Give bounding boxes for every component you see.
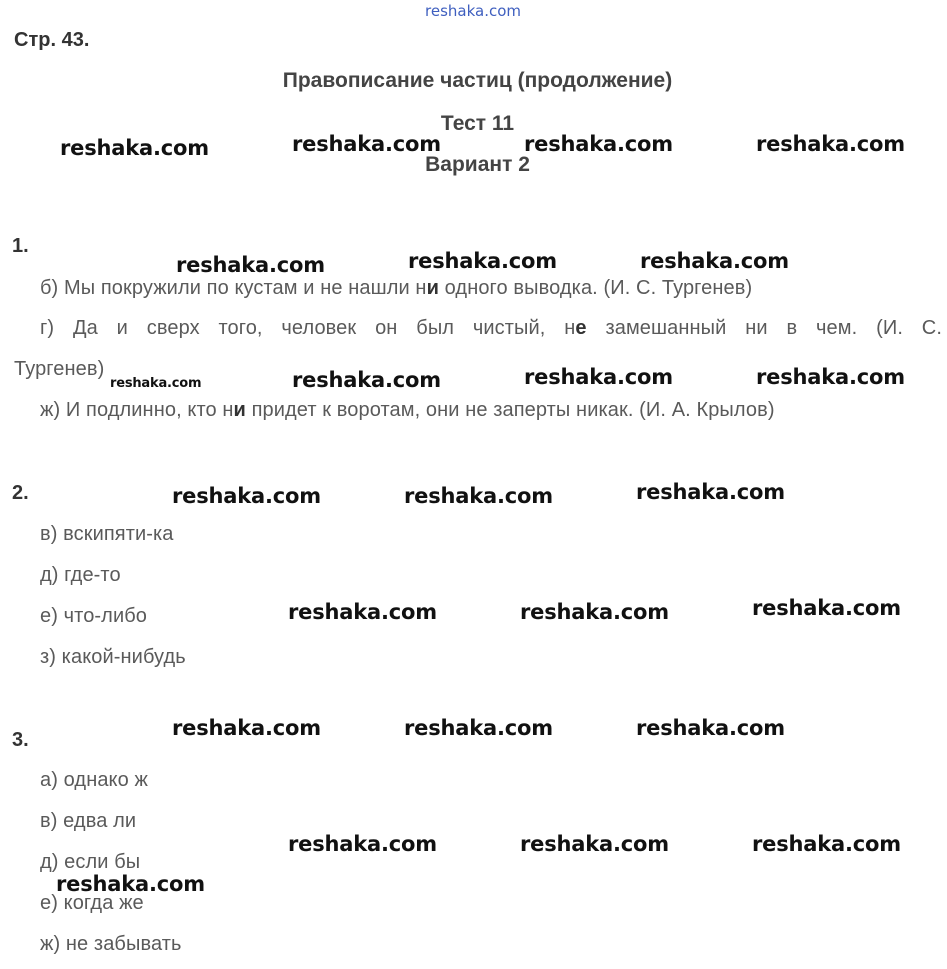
task-1-answer-b	[40, 277, 752, 300]
highlighted-letter: е	[575, 317, 587, 339]
test-title: Тест 11	[440, 112, 515, 135]
watermark: reshaka.com	[408, 249, 557, 273]
task-3-item: а) однако ж	[40, 769, 148, 791]
watermark: reshaka.com	[756, 365, 905, 389]
task-1-answer-g	[40, 317, 942, 340]
watermark: reshaka.com	[288, 832, 437, 856]
watermark: reshaka.com	[176, 253, 325, 277]
watermark: reshaka.com	[752, 832, 901, 856]
variant-title: Вариант 2	[425, 153, 530, 176]
answer-text: замешанный ни в чем. (И. С.	[586, 317, 942, 339]
task-1-answer-zh	[40, 399, 775, 422]
answer-text: г) Да и сверх того, человек он был чистый, н	[40, 317, 576, 339]
answer-text: придет к воротам, они не заперты никак. (И. А. Крылов)	[245, 399, 775, 421]
watermark: reshaka.com	[292, 132, 441, 156]
task-3-item: е) когда же	[40, 892, 144, 914]
task-2-item: в) вскипяти-ка	[40, 523, 174, 545]
watermark: reshaka.com	[60, 136, 209, 160]
task-3-number: 3.	[12, 729, 29, 751]
watermark: reshaka.com	[288, 600, 437, 624]
watermark: reshaka.com	[404, 716, 553, 740]
task-1-answer-g-continuation: Тургенев)	[14, 358, 105, 380]
watermark: reshaka.com	[172, 484, 321, 508]
task-1-number: 1.	[12, 235, 29, 257]
watermark: reshaka.com	[756, 132, 905, 156]
watermark: reshaka.com	[520, 832, 669, 856]
answer-text: одного выводка. (И. С. Тургенев)	[438, 277, 753, 299]
page-label: Стр. 43.	[14, 29, 90, 51]
watermark: reshaka.com	[520, 600, 669, 624]
answer-text: ж) И подлинно, кто н	[40, 399, 234, 421]
watermark: reshaka.com	[404, 484, 553, 508]
top-watermark-link[interactable]: reshaka.com	[425, 2, 521, 20]
highlighted-letter: и	[426, 277, 439, 299]
watermark: reshaka.com	[636, 716, 785, 740]
task-2-item: е) что-либо	[40, 605, 147, 627]
watermark: reshaka.com	[292, 368, 441, 392]
highlighted-letter: и	[233, 399, 246, 421]
watermark: reshaka.com	[640, 249, 789, 273]
watermark: reshaka.com	[172, 716, 321, 740]
task-3-item: д) если бы	[40, 851, 141, 873]
watermark: reshaka.com	[636, 480, 785, 504]
section-title: Правописание частиц (продолжение)	[282, 69, 673, 92]
watermark: reshaka.com	[110, 376, 202, 391]
task-3-item: в) едва ли	[40, 810, 137, 832]
task-2-number: 2.	[12, 482, 29, 504]
task-3-item: ж) не забывать	[40, 933, 182, 955]
answer-text: б) Мы покружили по кустам и не нашли н	[40, 277, 427, 299]
watermark: reshaka.com	[524, 365, 673, 389]
watermark: reshaka.com	[524, 132, 673, 156]
task-2-item: з) какой-нибудь	[40, 646, 186, 668]
task-2-item: д) где-то	[40, 564, 121, 586]
watermark: reshaka.com	[56, 872, 205, 896]
watermark: reshaka.com	[752, 596, 901, 620]
